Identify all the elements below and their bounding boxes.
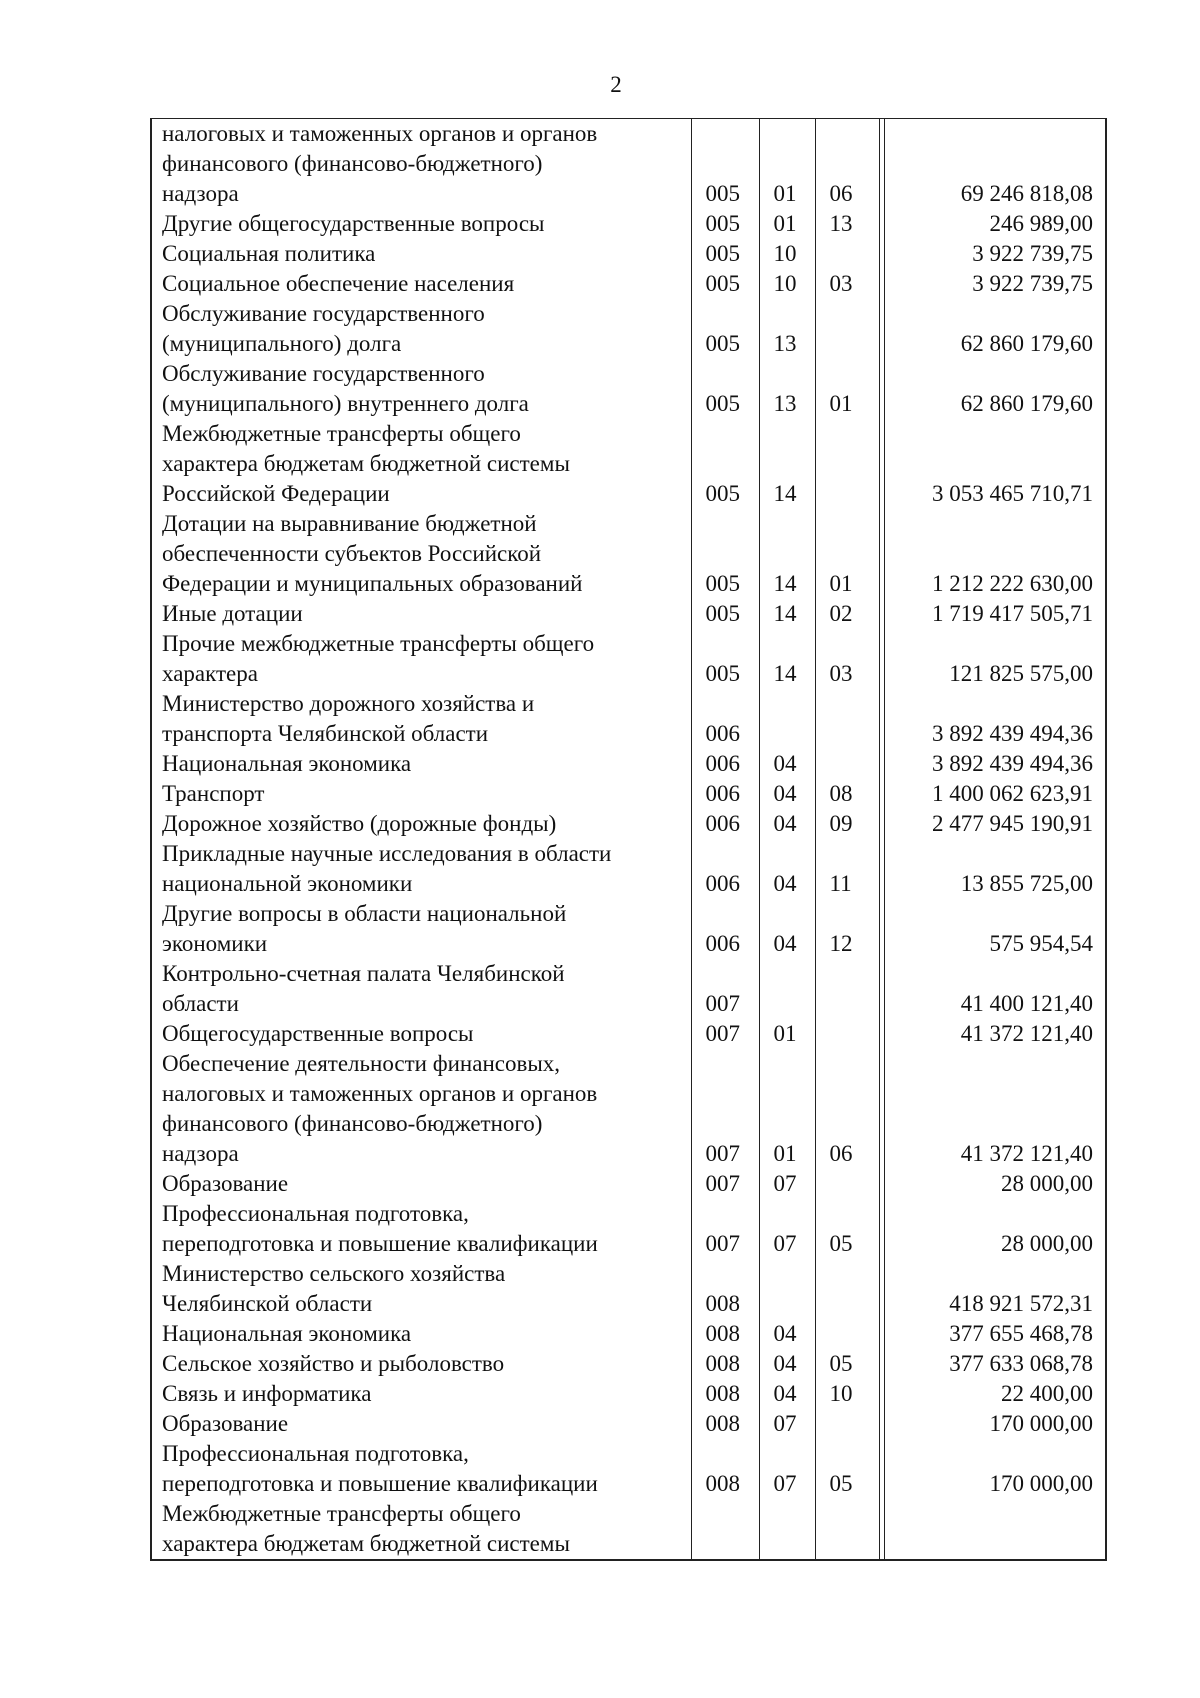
ministry-code-cell: 005 — [691, 419, 759, 509]
subsection-code-cell: 11 — [815, 839, 879, 899]
subsection-code-cell — [815, 1169, 879, 1199]
ministry-code-cell: 005 — [691, 599, 759, 629]
ministry-code-cell: 006 — [691, 689, 759, 749]
ministry-code-cell: 007 — [691, 1169, 759, 1199]
expense-name-cell: Образование — [151, 1409, 691, 1439]
subsection-code-cell — [815, 419, 879, 509]
amount-cell: 418 921 572,31 — [884, 1259, 1106, 1319]
section-code-cell: 14 — [759, 509, 815, 599]
section-code-cell: 04 — [759, 1379, 815, 1409]
amount-cell: 377 633 068,78 — [884, 1349, 1106, 1379]
amount-cell: 1 719 417 505,71 — [884, 599, 1106, 629]
table-row — [151, 1049, 1106, 1169]
expense-name-cell: Профессиональная подготовка, переподготовка и повышение квалификации — [151, 1199, 691, 1259]
section-code-cell: 07 — [759, 1409, 815, 1439]
expense-name-cell: налоговых и таможенных органов и органов финансового (финансово-бюджетного) надзора — [151, 119, 691, 210]
section-code-cell: 01 — [759, 119, 815, 210]
expense-name-cell: Дорожное хозяйство (дорожные фонды) — [151, 809, 691, 839]
subsection-code-cell: 08 — [815, 779, 879, 809]
table-row — [151, 1169, 1106, 1199]
table-row — [151, 629, 1106, 689]
table-row — [151, 809, 1106, 839]
ministry-code-cell: 008 — [691, 1259, 759, 1319]
ministry-code-cell: 008 — [691, 1349, 759, 1379]
ministry-code-cell: 006 — [691, 779, 759, 809]
amount-cell: 13 855 725,00 — [884, 839, 1106, 899]
section-code-cell: 07 — [759, 1199, 815, 1259]
subsection-code-cell: 09 — [815, 809, 879, 839]
subsection-code-cell — [815, 239, 879, 269]
subsection-code-cell — [815, 1019, 879, 1049]
expense-name-cell: Межбюджетные трансферты общего характера бюджетам бюджетной системы — [151, 1499, 691, 1560]
expense-name-cell: Связь и информатика — [151, 1379, 691, 1409]
ministry-code-cell: 006 — [691, 809, 759, 839]
table-row — [151, 1349, 1106, 1379]
ministry-code-cell: 005 — [691, 119, 759, 210]
table-row — [151, 419, 1106, 509]
subsection-code-cell: 06 — [815, 1049, 879, 1169]
ministry-code-cell: 006 — [691, 839, 759, 899]
subsection-code-cell — [815, 299, 879, 359]
subsection-code-cell: 13 — [815, 209, 879, 239]
expense-name-cell: Иные дотации — [151, 599, 691, 629]
table-row — [151, 239, 1106, 269]
ministry-code-cell: 008 — [691, 1409, 759, 1439]
expense-name-cell: Прикладные научные исследования в области национальной экономики — [151, 839, 691, 899]
ministry-code-cell: 005 — [691, 209, 759, 239]
expense-name-cell: Сельское хозяйство и рыболовство — [151, 1349, 691, 1379]
ministry-code-cell: 006 — [691, 899, 759, 959]
amount-cell: 28 000,00 — [884, 1169, 1106, 1199]
section-code-cell: 04 — [759, 779, 815, 809]
section-code-cell: 04 — [759, 899, 815, 959]
amount-cell: 3 922 739,75 — [884, 239, 1106, 269]
amount-cell: 41 400 121,40 — [884, 959, 1106, 1019]
expense-name-cell: Транспорт — [151, 779, 691, 809]
table-row — [151, 1439, 1106, 1499]
ministry-code-cell: 008 — [691, 1379, 759, 1409]
expense-name-cell: Министерство сельского хозяйства Челябинской области — [151, 1259, 691, 1319]
amount-cell: 170 000,00 — [884, 1439, 1106, 1499]
table-body — [151, 119, 1106, 1561]
amount-cell: 3 892 439 494,36 — [884, 749, 1106, 779]
section-code-cell — [759, 959, 815, 1019]
subsection-code-cell: 06 — [815, 119, 879, 210]
table-row — [151, 779, 1106, 809]
ministry-code-cell: 005 — [691, 269, 759, 299]
amount-cell: 41 372 121,40 — [884, 1049, 1106, 1169]
table-row — [151, 299, 1106, 359]
section-code-cell: 14 — [759, 629, 815, 689]
subsection-code-cell: 02 — [815, 599, 879, 629]
section-code-cell: 07 — [759, 1439, 815, 1499]
table-row — [151, 1499, 1106, 1560]
amount-cell: 69 246 818,08 — [884, 119, 1106, 210]
amount-cell: 170 000,00 — [884, 1409, 1106, 1439]
subsection-code-cell — [815, 749, 879, 779]
subsection-code-cell: 03 — [815, 269, 879, 299]
expense-name-cell: Министерство дорожного хозяйства и транспорта Челябинской области — [151, 689, 691, 749]
table-row — [151, 899, 1106, 959]
ministry-code-cell: 007 — [691, 1199, 759, 1259]
table-row — [151, 1259, 1106, 1319]
table-row — [151, 749, 1106, 779]
table-row — [151, 839, 1106, 899]
ministry-code-cell: 005 — [691, 509, 759, 599]
expense-name-cell: Дотации на выравнивание бюджетной обеспеченности субъектов Российской Федерации и муниципальных образований — [151, 509, 691, 599]
subsection-code-cell: 05 — [815, 1439, 879, 1499]
subsection-code-cell — [815, 1409, 879, 1439]
subsection-code-cell: 12 — [815, 899, 879, 959]
table-row — [151, 599, 1106, 629]
ministry-code-cell: 005 — [691, 629, 759, 689]
expense-name-cell: Обслуживание государственного (муниципального) внутреннего долга — [151, 359, 691, 419]
section-code-cell: 14 — [759, 599, 815, 629]
section-code-cell: 07 — [759, 1169, 815, 1199]
expense-name-cell: Прочие межбюджетные трансферты общего характера — [151, 629, 691, 689]
table-row — [151, 509, 1106, 599]
section-code-cell: 04 — [759, 1319, 815, 1349]
ministry-code-cell: 005 — [691, 299, 759, 359]
section-code-cell: 10 — [759, 269, 815, 299]
amount-cell: 62 860 179,60 — [884, 299, 1106, 359]
amount-cell: 3 922 739,75 — [884, 269, 1106, 299]
table-row — [151, 959, 1106, 1019]
ministry-code-cell: 005 — [691, 239, 759, 269]
subsection-code-cell — [815, 689, 879, 749]
ministry-code-cell: 005 — [691, 359, 759, 419]
section-code-cell: 01 — [759, 209, 815, 239]
table-row — [151, 209, 1106, 239]
section-code-cell: 04 — [759, 809, 815, 839]
subsection-code-cell — [815, 959, 879, 1019]
section-code-cell: 04 — [759, 839, 815, 899]
subsection-code-cell — [815, 1499, 879, 1560]
ministry-code-cell: 007 — [691, 1019, 759, 1049]
section-code-cell — [759, 1259, 815, 1319]
amount-cell: 28 000,00 — [884, 1199, 1106, 1259]
section-code-cell: 04 — [759, 749, 815, 779]
section-code-cell: 04 — [759, 1349, 815, 1379]
subsection-code-cell: 01 — [815, 509, 879, 599]
section-code-cell: 10 — [759, 239, 815, 269]
page-number: 2 — [610, 72, 622, 97]
subsection-code-cell — [815, 1259, 879, 1319]
section-code-cell — [759, 1499, 815, 1560]
expense-name-cell: Социальное обеспечение населения — [151, 269, 691, 299]
ministry-code-cell: 006 — [691, 749, 759, 779]
table-row — [151, 1379, 1106, 1409]
amount-cell: 1 400 062 623,91 — [884, 779, 1106, 809]
ministry-code-cell: 008 — [691, 1319, 759, 1349]
subsection-code-cell: 05 — [815, 1349, 879, 1379]
ministry-code-cell: 007 — [691, 959, 759, 1019]
subsection-code-cell: 05 — [815, 1199, 879, 1259]
amount-cell: 1 212 222 630,00 — [884, 509, 1106, 599]
amount-cell: 3 892 439 494,36 — [884, 689, 1106, 749]
expense-name-cell: Образование — [151, 1169, 691, 1199]
expense-name-cell: Обеспечение деятельности финансовых, налоговых и таможенных органов и органов финансового (финансово-бюджетного) надзора — [151, 1049, 691, 1169]
section-code-cell: 13 — [759, 359, 815, 419]
table-row — [151, 1019, 1106, 1049]
expense-name-cell: Национальная экономика — [151, 749, 691, 779]
expense-name-cell: Другие вопросы в области национальной экономики — [151, 899, 691, 959]
amount-cell: 2 477 945 190,91 — [884, 809, 1106, 839]
table-row — [151, 269, 1106, 299]
section-code-cell — [759, 689, 815, 749]
budget-table — [150, 118, 1107, 1561]
amount-cell — [884, 1499, 1106, 1560]
amount-cell: 3 053 465 710,71 — [884, 419, 1106, 509]
expense-name-cell: Профессиональная подготовка, переподготовка и повышение квалификации — [151, 1439, 691, 1499]
table-row — [151, 119, 1106, 210]
section-code-cell: 01 — [759, 1049, 815, 1169]
amount-cell: 62 860 179,60 — [884, 359, 1106, 419]
expense-name-cell: Другие общегосударственные вопросы — [151, 209, 691, 239]
table-row — [151, 359, 1106, 419]
amount-cell: 121 825 575,00 — [884, 629, 1106, 689]
expense-name-cell: Национальная экономика — [151, 1319, 691, 1349]
table-row — [151, 1199, 1106, 1259]
expense-name-cell: Межбюджетные трансферты общего характера бюджетам бюджетной системы Российской Федерации — [151, 419, 691, 509]
table-row — [151, 1319, 1106, 1349]
amount-cell: 575 954,54 — [884, 899, 1106, 959]
amount-cell: 377 655 468,78 — [884, 1319, 1106, 1349]
amount-cell: 41 372 121,40 — [884, 1019, 1106, 1049]
expense-name-cell: Социальная политика — [151, 239, 691, 269]
ministry-code-cell — [691, 1499, 759, 1560]
subsection-code-cell: 03 — [815, 629, 879, 689]
table-row — [151, 1409, 1106, 1439]
expense-name-cell: Контрольно-счетная палата Челябинской области — [151, 959, 691, 1019]
ministry-code-cell: 007 — [691, 1049, 759, 1169]
subsection-code-cell: 01 — [815, 359, 879, 419]
table-row — [151, 689, 1106, 749]
subsection-code-cell — [815, 1319, 879, 1349]
subsection-code-cell: 10 — [815, 1379, 879, 1409]
expense-name-cell: Общегосударственные вопросы — [151, 1019, 691, 1049]
amount-cell: 22 400,00 — [884, 1379, 1106, 1409]
section-code-cell: 01 — [759, 1019, 815, 1049]
section-code-cell: 13 — [759, 299, 815, 359]
amount-cell: 246 989,00 — [884, 209, 1106, 239]
ministry-code-cell: 008 — [691, 1439, 759, 1499]
expense-name-cell: Обслуживание государственного (муниципального) долга — [151, 299, 691, 359]
section-code-cell: 14 — [759, 419, 815, 509]
